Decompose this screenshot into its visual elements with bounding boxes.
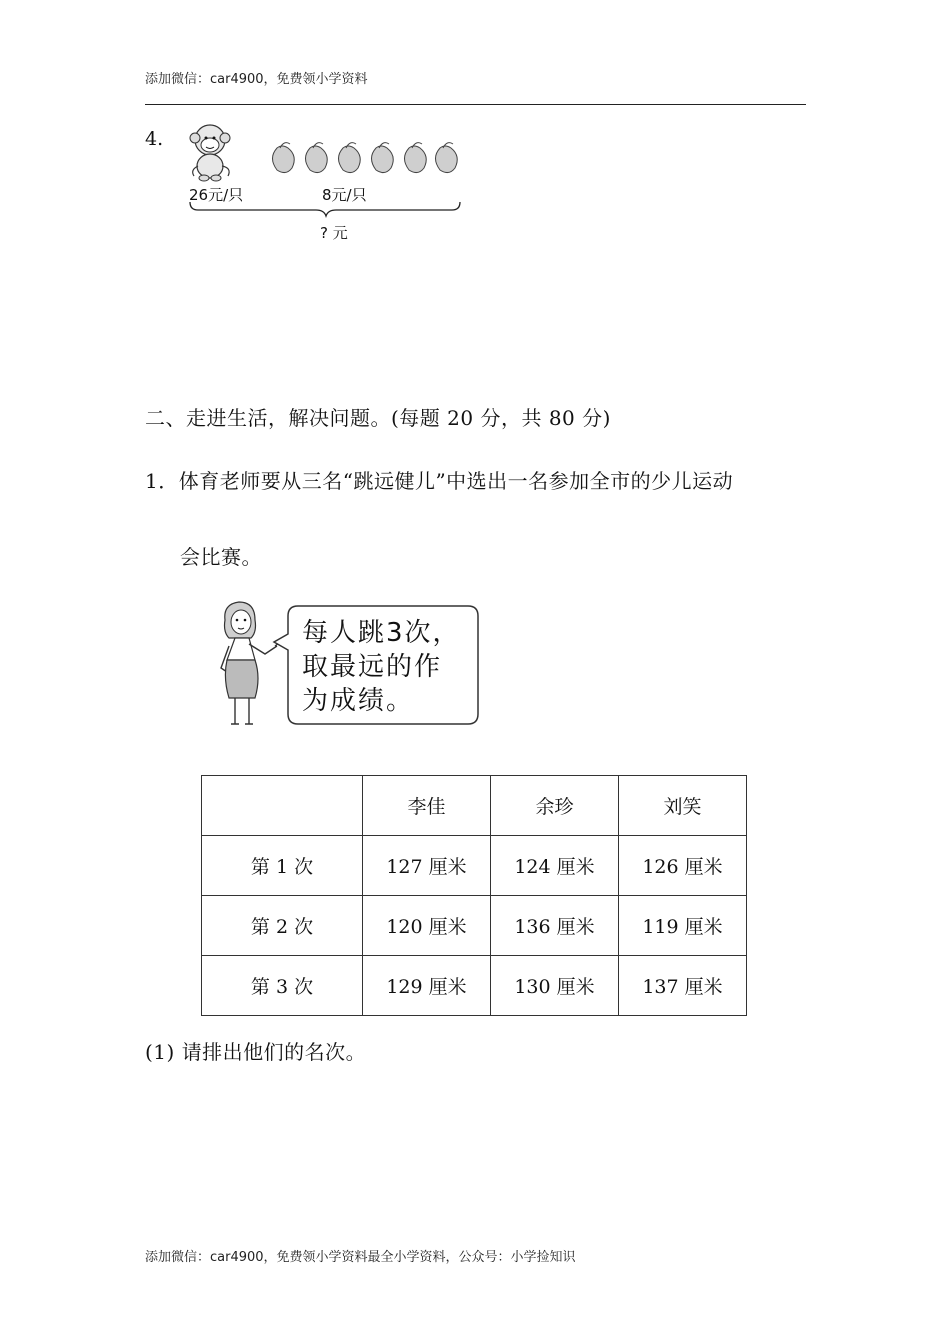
table-header-cell: 余珍	[491, 776, 619, 836]
header-rule	[145, 104, 806, 105]
table-row	[202, 956, 747, 1016]
problem-1-line-1: 1．体育老师要从三名“跳远健儿”中选出一名参加全市的少儿运动	[145, 469, 734, 493]
table-cell: 129 厘米	[363, 956, 491, 1016]
speech-bubble-text	[302, 616, 461, 718]
table-cell: 126 厘米	[619, 836, 747, 896]
table-cell: 第 2 次	[202, 896, 363, 956]
peach-price-label: 8元/只	[322, 186, 367, 204]
table-header-cell: 李佳	[363, 776, 491, 836]
peach-icon	[273, 143, 295, 173]
table-cell: 127 厘米	[363, 836, 491, 896]
jump-results-table	[201, 775, 747, 1016]
speech-bubble-line-3: 为成绩。	[302, 686, 415, 716]
page-header: 添加微信：car4900，免费领小学资料	[145, 72, 368, 87]
table-cell: 第 1 次	[202, 836, 363, 896]
table-cell: 124 厘米	[491, 836, 619, 896]
monkey-icon	[190, 125, 230, 181]
speech-bubble-line-2: 取最远的作	[302, 652, 443, 682]
question-4-number: 4.	[145, 128, 164, 150]
peach-icon	[436, 143, 458, 173]
page-footer: 添加微信：car4900，免费领小学资料最全小学资料，公众号：小学捡知识	[145, 1250, 576, 1265]
monkey-price-label: 26元/只	[189, 186, 244, 204]
table-row	[202, 896, 747, 956]
table-header-row	[202, 776, 747, 836]
peach-icon	[306, 143, 328, 173]
table-cell: 第 3 次	[202, 956, 363, 1016]
table-cell: 120 厘米	[363, 896, 491, 956]
table-cell: 119 厘米	[619, 896, 747, 956]
peach-icon	[339, 143, 361, 173]
section-2-title: 二、走进生活，解决问题。(每题 20 分，共 80 分)	[145, 406, 611, 430]
table-cell: 130 厘米	[491, 956, 619, 1016]
total-price-label: ? 元	[320, 224, 348, 242]
sub-question-1: (1) 请排出他们的名次。	[145, 1040, 367, 1064]
table-header-cell: 刘笑	[619, 776, 747, 836]
peach-icon	[405, 143, 427, 173]
table-header-cell	[202, 776, 363, 836]
problem-1-line-2: 会比赛。	[180, 545, 262, 569]
table-cell: 136 厘米	[491, 896, 619, 956]
speech-bubble-line-1: 每人跳3次，	[302, 618, 461, 648]
table-cell: 137 厘米	[619, 956, 747, 1016]
peach-icon	[372, 143, 394, 173]
table-row	[202, 836, 747, 896]
